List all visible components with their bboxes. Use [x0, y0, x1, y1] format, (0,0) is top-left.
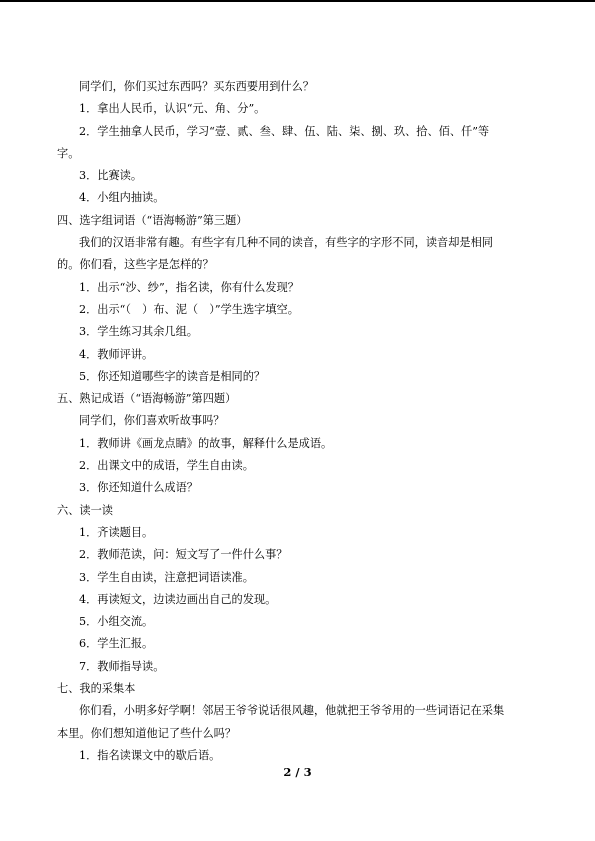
document-body [57, 76, 541, 767]
page-number: 2 / 3 [283, 765, 312, 779]
text-line: 我们的汉语非常有趣。有些字有几种不同的读音，有些字的字形不同，读音却是相同 [79, 236, 493, 250]
text-line: 2．学生抽拿人民币，学习“壹、贰、叁、肆、伍、陆、柒、捌、玖、拾、佰、仟”等 [79, 124, 490, 138]
text-line: 6．学生汇报。 [79, 637, 154, 651]
text-line: 本里。你们想知道他记了些什么吗？ [57, 726, 237, 740]
text-line: 字。 [57, 146, 80, 160]
text-line: 3．比赛读。 [79, 169, 143, 183]
text-line: 同学们，你们喜欢听故事吗？ [79, 414, 225, 428]
text-line: 3．你还知道什么成语？ [79, 481, 198, 495]
text-line: 4．小组内抽读。 [79, 191, 165, 205]
text-line: 同学们，你们买过东西吗？买东西要用到什么？ [79, 80, 314, 93]
text-line: 六、读一读 [57, 503, 113, 517]
text-line: 7．教师指导读。 [79, 659, 165, 673]
text-line: 1．指名读课文中的歇后语。 [79, 748, 221, 762]
text-line: 四、选字组词语（“语海畅游”第三题） [57, 213, 248, 227]
text-line: 的。你们看，这些字是怎样的？ [57, 258, 214, 272]
text-line: 1．教师讲《画龙点睛》的故事，解释什么是成语。 [79, 436, 333, 450]
text-line: 2．出示“（ ）布、泥（ ）”学生选字填空。 [79, 302, 299, 316]
text-line: 1．拿出人民币，认识“元、角、分”。 [79, 102, 266, 116]
text-line: 1．出示“沙、纱”，指名读，你有什么发现？ [79, 280, 299, 294]
text-line: 4．教师评讲。 [79, 347, 154, 361]
text-line: 3．学生练习其余几组。 [79, 325, 198, 339]
text-line: 2．出课文中的成语，学生自由读。 [79, 459, 254, 473]
text-line: 5．小组交流。 [79, 615, 154, 629]
text-line: 七、我的采集本 [57, 682, 136, 696]
text-line: 五、熟记成语（“语海畅游”第四题） [57, 392, 237, 406]
text-line: 2．教师范读，问：短文写了一件什么事？ [79, 548, 288, 562]
text-line: 你们看，小明多好学啊！邻居王爷爷说话很风趣，他就把王爷爷用的一些词语记在采集 [79, 704, 505, 718]
text-line: 3．学生自由读，注意把词语读准。 [79, 570, 254, 584]
top-border-line [0, 0, 595, 2]
text-line: 1．齐读题目。 [79, 525, 154, 539]
text-line: 4．再读短文，边读边画出自己的发现。 [79, 592, 277, 606]
text-line: 5．你还知道哪些字的读音是相同的？ [79, 369, 266, 383]
